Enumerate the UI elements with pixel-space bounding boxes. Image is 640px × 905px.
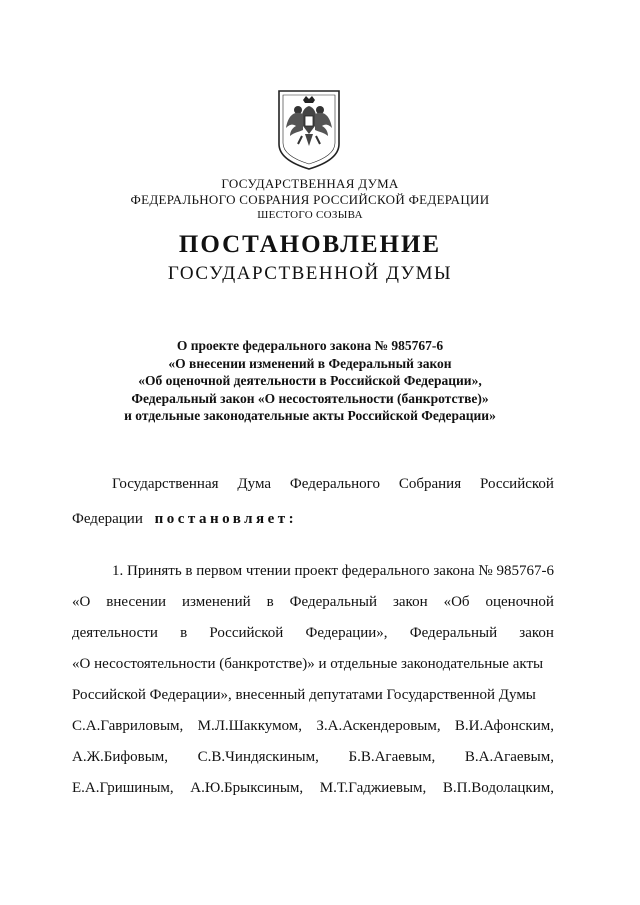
word: Государственная (112, 476, 219, 492)
resolves-word: постановляет: (154, 511, 298, 527)
word: Российской (209, 625, 284, 641)
item-1-line: «О несостоятельности (банкротстве)» и отдельные законодательные акты (72, 656, 544, 672)
word: в (180, 625, 188, 641)
subject-block (0, 337, 620, 425)
subject-line: «Об оценочной деятельности в Российской Федерации», (138, 373, 482, 388)
item-1-line: 1. Принять в первом чтении проект федерального закона № 985767-6 (112, 563, 554, 579)
duma-header-line: ГОСУДАРСТВЕННАЯ ДУМА (221, 176, 399, 191)
deputy-name: Б.В.Агаевым, (348, 749, 436, 765)
preamble-line (72, 509, 554, 529)
word: Собрания (398, 476, 462, 492)
deputy-name: В.П.Водолацким, (442, 780, 554, 796)
subject-line: и отдельные законодательные акты Российской Федерации» (124, 408, 496, 423)
word: Дума (237, 476, 272, 492)
deputy-name: В.А.Агаевым, (464, 749, 554, 765)
convocation-header-line: ШЕСТОГО СОЗЫВА (257, 209, 363, 221)
word: закон (519, 625, 554, 641)
word: изменений (181, 594, 251, 610)
deputy-name: А.Ю.Брыксиным, (190, 780, 304, 796)
deputy-name: Е.А.Гришиным, (72, 780, 174, 796)
item-1-line (72, 747, 554, 767)
word: Российской (480, 476, 554, 492)
word: в (266, 594, 274, 610)
word: закон (392, 594, 428, 610)
preamble-line (112, 474, 554, 494)
item-1-line (72, 716, 554, 736)
word: Федерального (289, 476, 380, 492)
subject-line: О проекте федерального закона № 985767-6 (176, 338, 444, 353)
item-1-line: Российской Федерации», внесенный депутатами Государственной Думы (72, 687, 536, 703)
coat-of-arms-emblem (276, 88, 342, 172)
word: Федеральный (409, 625, 498, 641)
word: внесении (106, 594, 167, 610)
word: Федерации (72, 511, 143, 527)
document-subtitle: ГОСУДАРСТВЕННОЙ ДУМЫ (167, 263, 453, 284)
deputy-name: С.В.Чиндяскиным, (197, 749, 319, 765)
deputy-name: М.Т.Гаджиевым, (319, 780, 427, 796)
double-headed-eagle-icon (276, 88, 342, 172)
deputy-name: А.Ж.Бифовым, (72, 749, 169, 765)
deputy-name: З.А.Аскендеровым, (316, 718, 441, 734)
word: Федерации», (305, 625, 388, 641)
deputy-name: С.А.Гавриловым, (72, 718, 184, 734)
item-1-line (72, 778, 554, 798)
word: «О (72, 594, 91, 610)
document-title: ПОСТАНОВЛЕНИЕ (178, 231, 442, 258)
subject-line: Федеральный закон «О несостоятельности (банкротстве)» (131, 390, 489, 406)
word: деятельности (72, 625, 158, 641)
item-1-line (72, 592, 554, 612)
word: оценочной (485, 594, 554, 610)
word: «Об (443, 594, 470, 610)
subject-line: «О внесении изменений в Федеральный закон (168, 355, 452, 371)
deputy-name: М.Л.Шаккумом, (197, 718, 303, 734)
deputy-name: В.И.Афонским, (454, 718, 554, 734)
federal-assembly-header-line: ФЕДЕРАЛЬНОГО СОБРАНИЯ РОССИЙСКОЙ ФЕДЕРАЦИИ (130, 192, 490, 207)
word: Федеральный (289, 594, 378, 610)
item-1-line (72, 623, 554, 643)
